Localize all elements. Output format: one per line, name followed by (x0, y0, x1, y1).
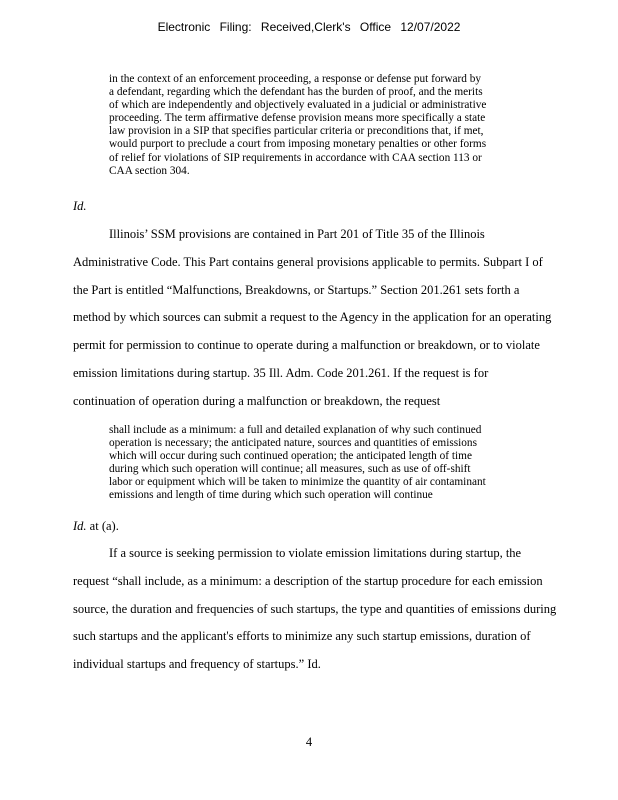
quote-line: law provision in a SIP that specifies particular criteria or preconditions that, if met, (109, 125, 484, 138)
citation-id-at-a (73, 519, 119, 534)
quote-line: which will occur during such continued operation; the anticipated length of time (109, 450, 472, 463)
paragraph-ssm-provisions (73, 227, 597, 422)
quote-line: CAA section 304. (109, 164, 190, 177)
page-number: 4 (305, 735, 313, 749)
quote-line: emissions and length of time during which such operation will continue (109, 489, 433, 502)
quote-line: shall include as a minimum: a full and detailed explanation of why such continued (109, 424, 482, 436)
block-quote-affirmative-defense (109, 73, 561, 178)
citation-id: Id. (73, 199, 87, 213)
paragraph-line: continuation of operation during a malfunction or breakdown, the request (73, 393, 441, 408)
paragraph-line: the Part is entitled “Malfunctions, Breakdowns, or Startups.” Section 201.261 sets forth a (73, 282, 520, 297)
block-quote-malfunction-request (109, 424, 561, 503)
quote-line: proceeding. The term affirmative defense provision means more specifically a state (109, 112, 486, 125)
paragraph-line: request “shall include, as a minimum: a description of the startup procedure for each emission (73, 573, 543, 588)
paragraph-line: emission limitations during startup. 35 Ill. Adm. Code 201.261. If the request is for (73, 365, 489, 380)
citation-id-italic: Id. (73, 519, 87, 533)
paragraph-line: such startups and the applicant's efforts to minimize any such startup emissions, duration of (73, 629, 531, 644)
quote-line: labor or equipment which will be taken to minimize the quantity of air contaminant (109, 476, 486, 489)
filing-header: Electronic Filing: Received,Clerk's Office 12/07/2022 (157, 20, 461, 34)
quote-line: would purport to preclude a court from imposing monetary penalties or other forms (109, 138, 487, 151)
quote-line: during which such operation will continue; all measures, such as use of off-shift (109, 463, 471, 476)
quote-line: in the context of an enforcement proceeding, a response or defense put forward by (109, 73, 482, 85)
quote-line: of which are independently and objectively evaluated in a judicial or administrative (109, 99, 487, 112)
paragraph-startup-request (73, 546, 597, 685)
quote-line: of relief for violations of SIP requirements in accordance with CAA section 113 or (109, 151, 482, 164)
citation-pin: at (a). (86, 519, 119, 533)
quote-line: a defendant, regarding which the defendant has the burden of proof, and the merits (109, 86, 483, 99)
paragraph-line: individual startups and frequency of startups.” Id. (73, 657, 321, 672)
paragraph-line: Illinois’ SSM provisions are contained in Part 201 of Title 35 of the Illinois (109, 227, 485, 241)
paragraph-line: method by which sources can submit a request to the Agency in the application for an operating (73, 310, 552, 325)
quote-line: operation is necessary; the anticipated nature, sources and quantities of emissions (109, 437, 477, 450)
paragraph-line: If a source is seeking permission to violate emission limitations during startup, the (109, 546, 522, 560)
paragraph-line: source, the duration and frequencies of such startups, the type and quantities of emissions during (73, 601, 557, 616)
paragraph-line: permit for permission to continue to operate during a malfunction or breakdown, or to violate (73, 338, 540, 353)
paragraph-line: Administrative Code. This Part contains general provisions applicable to permits. Subpart I of (73, 254, 543, 269)
